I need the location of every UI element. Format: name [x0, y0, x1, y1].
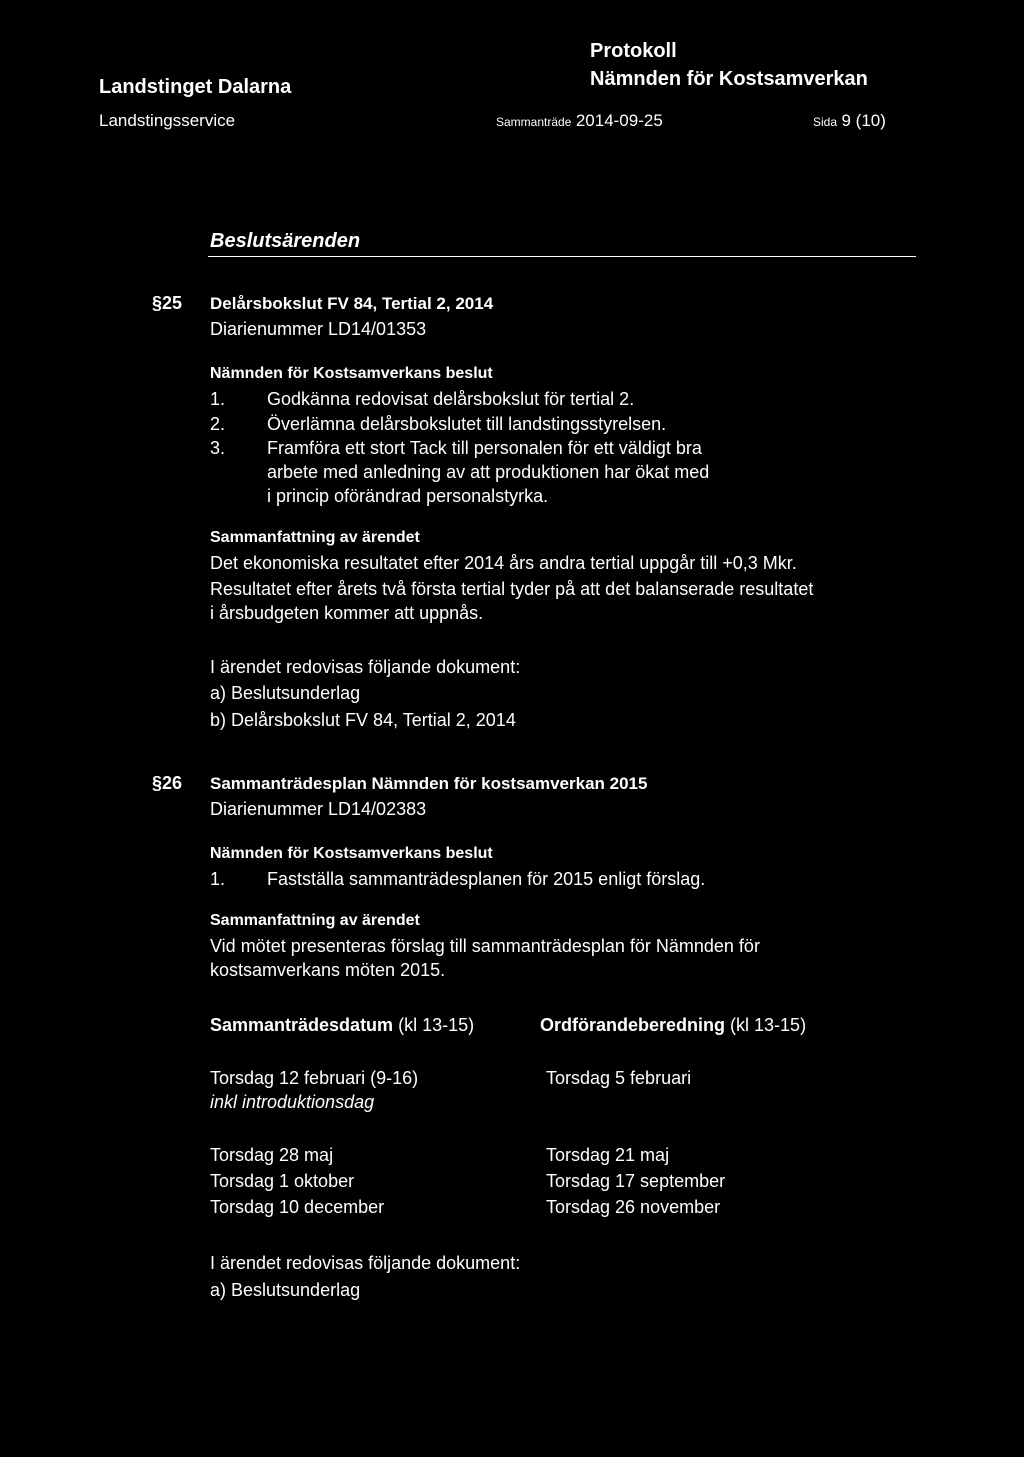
- department: Landstingsservice: [99, 111, 236, 130]
- s25-doc-a: a) Beslutsunderlag: [210, 683, 361, 703]
- s26-doc-a: a) Beslutsunderlag: [210, 1280, 361, 1300]
- col2-header-label: Ordförandeberedning: [540, 1015, 726, 1035]
- decision-text: Godkänna redovisat delårsbokslut för tertial 2.: [267, 389, 635, 409]
- doc-type: Protokoll: [590, 40, 677, 62]
- decision-number: 1.: [210, 869, 226, 889]
- col1-header-label: Sammanträdesdatum: [210, 1015, 394, 1035]
- meeting-date: 2014-09-25: [575, 111, 663, 130]
- s26-summary-heading: Sammanfattning av ärendet: [210, 912, 420, 929]
- col1-header-note: (kl 13-15): [398, 1015, 475, 1035]
- committee-name: Nämnden för Kostsamverkan: [590, 68, 868, 90]
- s25-decision-2: [210, 414, 666, 435]
- org-name: Landstinget Dalarna: [99, 76, 292, 98]
- s25-summary-line-1: Det ekonomiska resultatet efter 2014 års andra tertial uppgår till +0,3 Mkr.: [210, 553, 797, 573]
- decision-text: Framföra ett stort Tack till personalen för ett väldigt bra: [267, 438, 702, 458]
- schedule-col2-header: [540, 1015, 806, 1036]
- schedule-row-4-col2: Torsdag 26 november: [546, 1197, 721, 1217]
- s26-title: Sammanträdesplan Nämnden för kostsamverkan 2015: [210, 774, 648, 793]
- s26-summary-line-2: kostsamverkans möten 2015.: [210, 960, 446, 980]
- s25-diarie: Diarienummer LD14/01353: [210, 319, 427, 339]
- s25-decision-3: [210, 438, 702, 459]
- s25-decision-3-cont-2: i princip oförändrad personalstyrka.: [267, 486, 549, 506]
- decision-text: Fastställa sammanträdesplanen för 2015 enligt förslag.: [267, 869, 706, 889]
- meeting-label: Sammanträde: [496, 115, 572, 129]
- s25-docs-intro: I ärendet redovisas följande dokument:: [210, 657, 521, 677]
- s25-summary-line-2: Resultatet efter årets två första tertial tyder på att det balanserade resultatet: [210, 579, 814, 599]
- s25-summary-heading: Sammanfattning av ärendet: [210, 529, 420, 546]
- decision-number: 2.: [210, 414, 226, 434]
- schedule-row-1-note: inkl introduktionsdag: [210, 1092, 375, 1112]
- s25-decision-3-cont-1: arbete med anledning av att produktionen har ökat med: [267, 462, 710, 482]
- decision-text: Överlämna delårsbokslutet till landstingsstyrelsen.: [267, 414, 667, 434]
- s25-decision-1: [210, 389, 634, 410]
- page-title: Beslutsärenden: [210, 230, 361, 252]
- schedule-row-3-col1: Torsdag 1 oktober: [210, 1171, 355, 1191]
- s26-decision-1: [210, 869, 705, 890]
- s26-decision-heading: Nämnden för Kostsamverkans beslut: [210, 845, 493, 862]
- title-rule: [208, 256, 916, 257]
- schedule-row-1-col1: Torsdag 12 februari (9-16): [210, 1068, 419, 1088]
- col2-header-note: (kl 13-15): [730, 1015, 807, 1035]
- s25-decision-heading: Nämnden för Kostsamverkans beslut: [210, 365, 493, 382]
- s26-number: §26: [152, 773, 183, 793]
- decision-number: 1.: [210, 389, 226, 409]
- s25-doc-b: b) Delårsbokslut FV 84, Tertial 2, 2014: [210, 710, 516, 730]
- page-info: [813, 111, 886, 131]
- s25-title: Delårsbokslut FV 84, Tertial 2, 2014: [210, 294, 494, 313]
- schedule-row-1-col2: Torsdag 5 februari: [546, 1068, 692, 1088]
- decision-number: 3.: [210, 438, 226, 458]
- page-label: Sida: [813, 115, 838, 129]
- page-value: 9 (10): [841, 111, 886, 130]
- schedule-row-4-col1: Torsdag 10 december: [210, 1197, 385, 1217]
- s26-diarie: Diarienummer LD14/02383: [210, 799, 427, 819]
- schedule-row-3-col2: Torsdag 17 september: [546, 1171, 726, 1191]
- schedule-col1-header: [210, 1015, 474, 1036]
- s25-summary-line-3: i årsbudgeten kommer att uppnås.: [210, 603, 484, 623]
- schedule-row-2-col2: Torsdag 21 maj: [546, 1145, 670, 1165]
- meeting-info: [496, 111, 663, 131]
- s26-docs-intro: I ärendet redovisas följande dokument:: [210, 1253, 521, 1273]
- s26-summary-line-1: Vid mötet presenteras förslag till sammanträdesplan för Nämnden för: [210, 936, 760, 956]
- schedule-row-2-col1: Torsdag 28 maj: [210, 1145, 334, 1165]
- s25-number: §25: [152, 293, 183, 313]
